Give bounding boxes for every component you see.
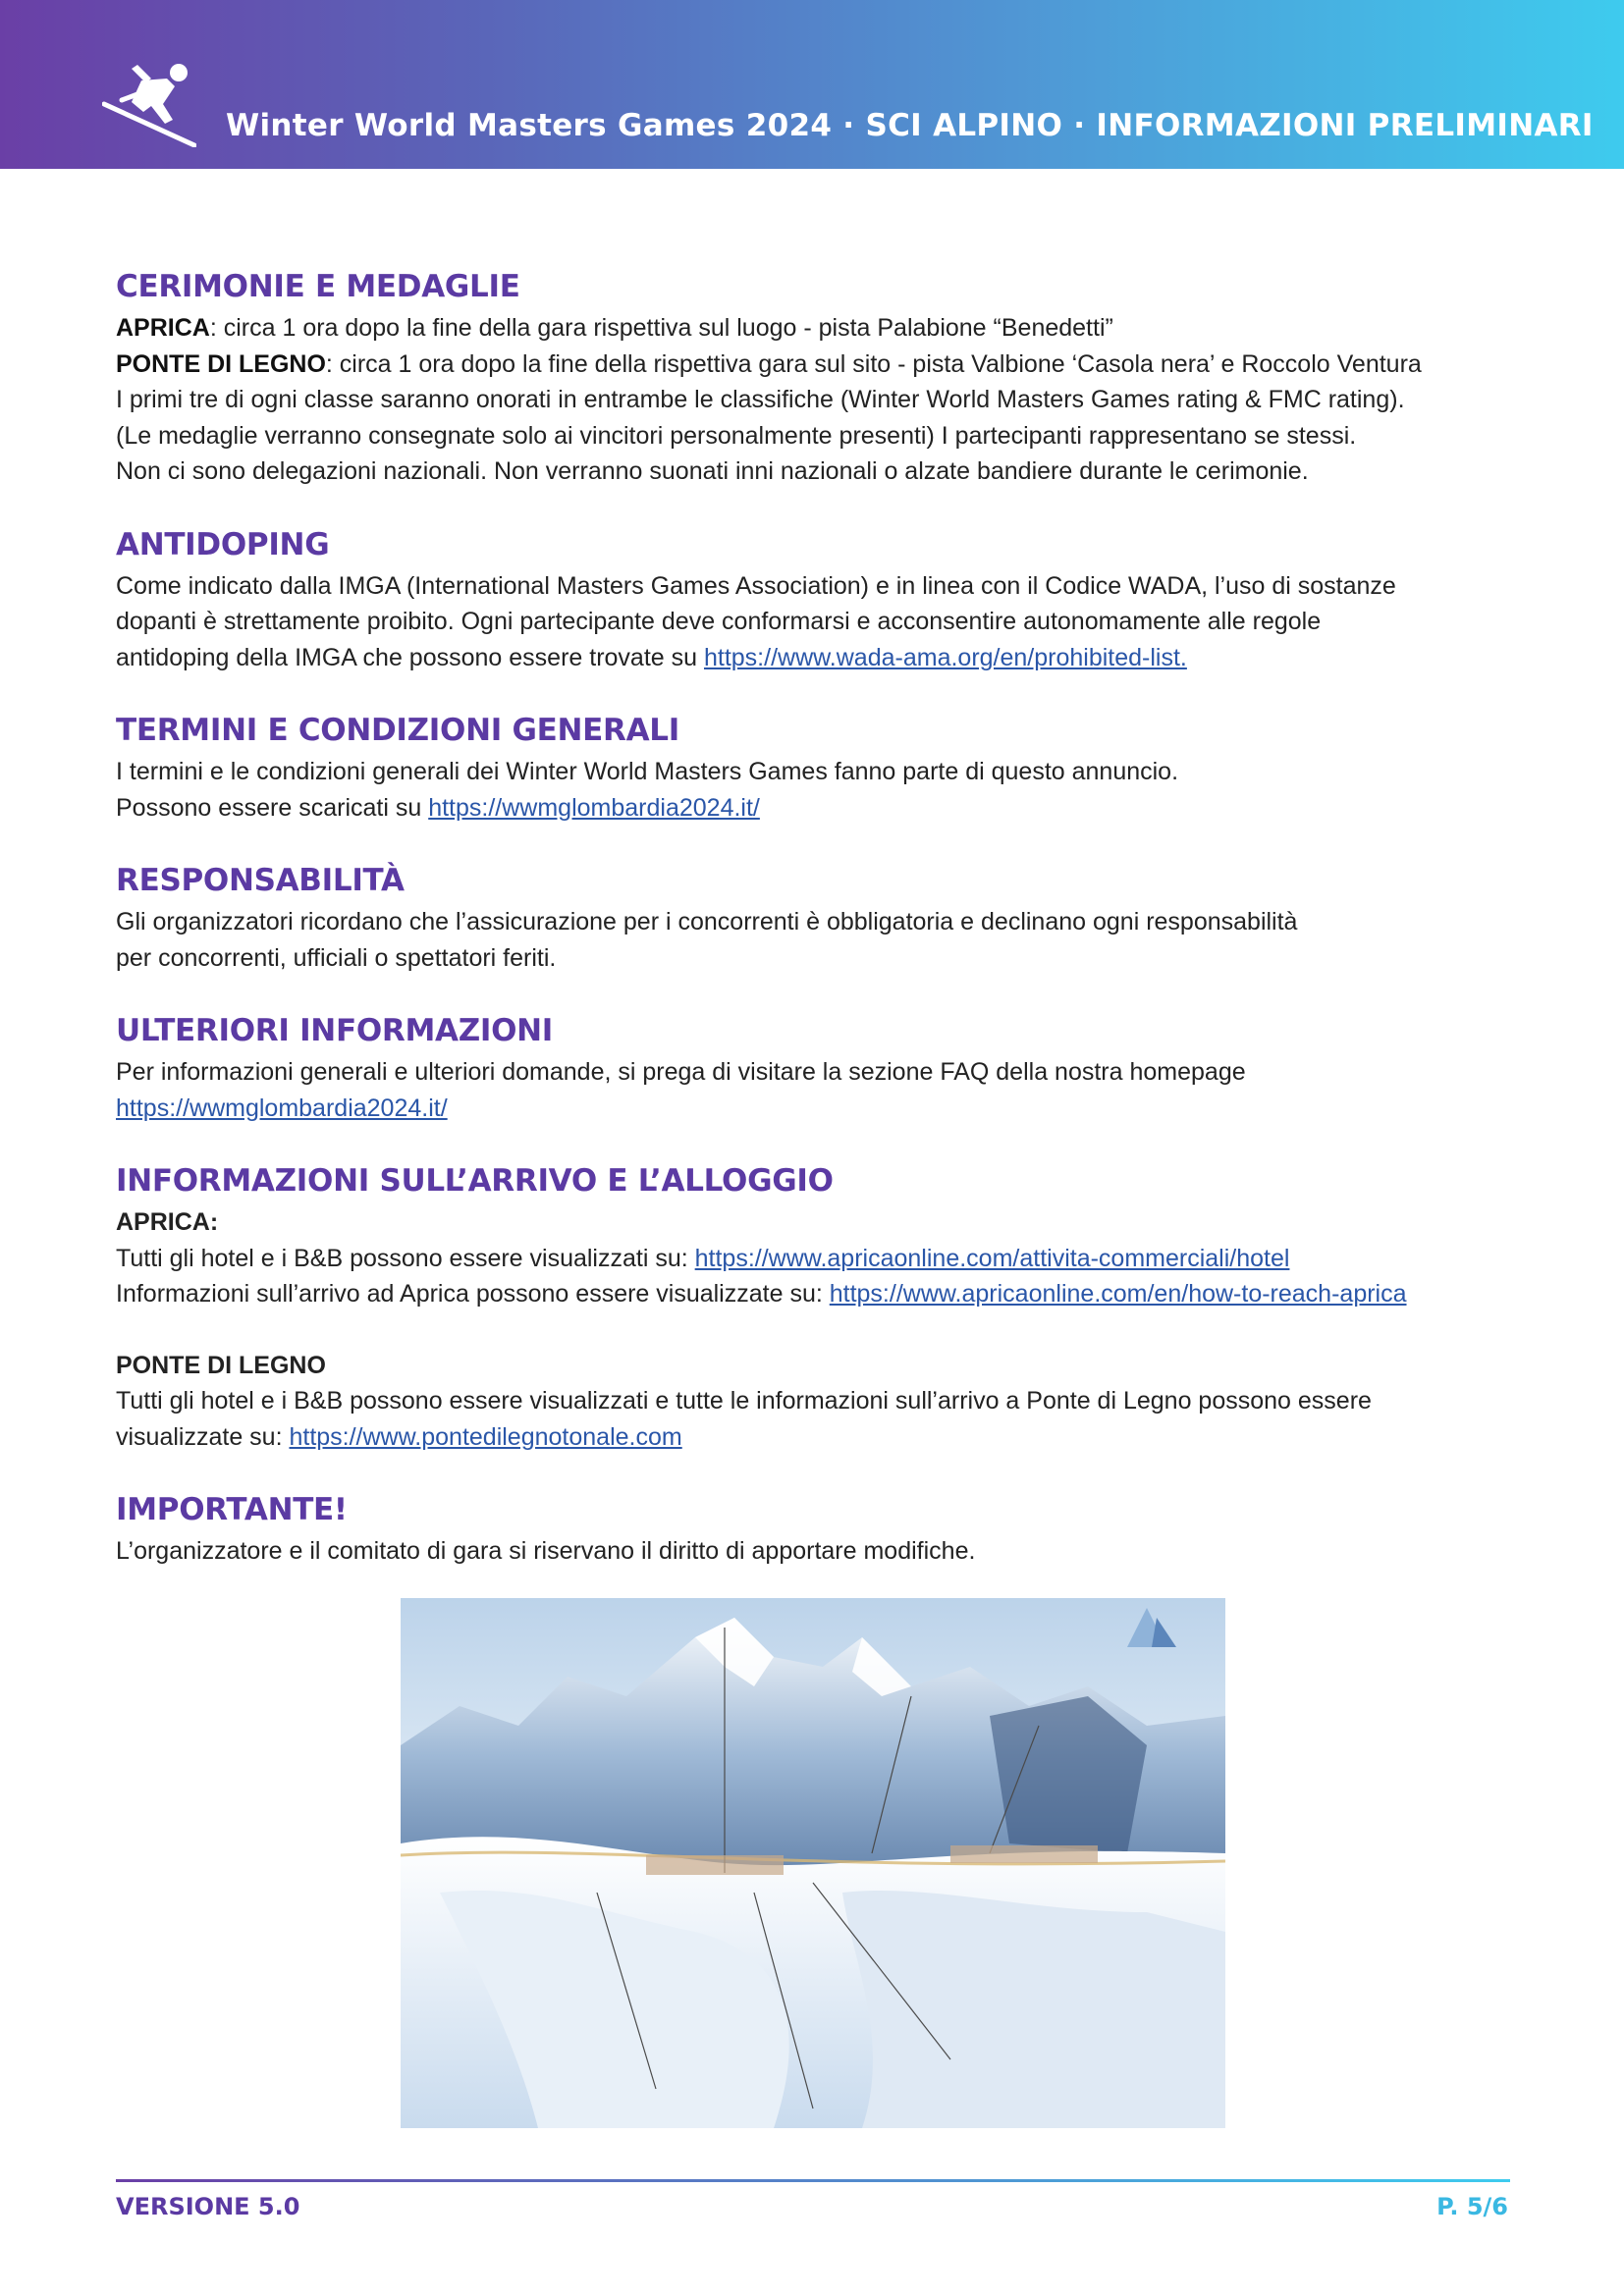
section-heading: CERIMONIE E MEDAGLIE xyxy=(116,269,520,304)
paragraph-line xyxy=(116,1091,1510,1127)
section-arrival xyxy=(116,1161,1510,1455)
paragraph-line xyxy=(116,310,1510,347)
paragraph-line xyxy=(116,347,1510,383)
paragraph-line xyxy=(116,640,1510,676)
paragraph-line: Non ci sono delegazioni nazionali. Non verranno suonati inni nazionali o alzate bandiere durante le cerimonie. xyxy=(116,457,1309,485)
location-label: PONTE DI LEGNO xyxy=(116,349,326,378)
text: Tutti gli hotel e i B&B possono essere visualizzati su: xyxy=(116,1244,695,1272)
spacer xyxy=(116,1312,1510,1348)
paragraph-line: L’organizzatore e il comitato di gara si riservano il diritto di apportare modifiche. xyxy=(116,1537,976,1565)
paragraph-line xyxy=(116,1419,1510,1456)
section-heading: ULTERIORI INFORMAZIONI xyxy=(116,1013,554,1048)
paragraph-line: (Le medaglie verranno consegnate solo ai vincitori personalmente presenti) I partecipanti rappresentano se stessi. xyxy=(116,421,1357,450)
paragraph-line: Come indicato dalla IMGA (International Masters Games Association) e in linea con il Codice WADA, l’uso di sostanze xyxy=(116,571,1396,600)
subheading-aprica: APRICA: xyxy=(116,1208,219,1236)
section-heading: TERMINI E CONDIZIONI GENERALI xyxy=(116,713,679,748)
skier-icon xyxy=(102,61,196,147)
paragraph-line xyxy=(116,1276,1510,1312)
section-ceremonies xyxy=(116,267,1510,490)
paragraph-line: Per informazioni generali e ulteriori domande, si prega di visitare la sezione FAQ della nostra homepage xyxy=(116,1058,1246,1086)
footer-divider xyxy=(116,2179,1510,2182)
text: visualizzate su: xyxy=(116,1422,290,1451)
text: Possono essere scaricati su xyxy=(116,793,429,822)
aprica-hotel-link[interactable]: https://www.apricaonline.com/attivita-commerciali/hotel xyxy=(694,1244,1290,1272)
wada-link[interactable]: https://www.wada-ama.org/en/prohibited-list. xyxy=(703,643,1187,671)
paragraph-line: I primi tre di ogni classe saranno onorati in entrambe le classifiche (Winter World Masters Games rating & FMC rating). xyxy=(116,386,1405,413)
section-heading: IMPORTANTE! xyxy=(116,1492,348,1527)
wwmg-link[interactable]: https://wwmglombardia2024.it/ xyxy=(428,793,760,822)
section-important xyxy=(116,1490,1510,1570)
page-number: P. 5/6 xyxy=(1436,2193,1508,2220)
section-antidoping xyxy=(116,525,1510,676)
ski-map-illustration xyxy=(401,1598,1225,2128)
text: : circa 1 ora dopo la fine della gara rispettiva sul luogo - pista Palabione “Benedetti” xyxy=(209,314,1113,342)
text: antidoping della IMGA che possono essere trovate su xyxy=(116,643,704,671)
paragraph-line: per concorrenti, ufficiali o spettatori feriti. xyxy=(116,943,557,972)
paragraph-line xyxy=(116,1241,1510,1277)
paragraph-line: Gli organizzatori ricordano che l’assicurazione per i concorrenti è obbligatoria e declinano ogni responsabilità xyxy=(116,908,1298,935)
homepage-link[interactable]: https://wwmglombardia2024.it/ xyxy=(116,1094,448,1122)
text: Informazioni sull’arrivo ad Aprica possono essere visualizzate su: xyxy=(116,1280,830,1308)
aprica-reach-link[interactable]: https://www.apricaonline.com/en/how-to-reach-aprica xyxy=(829,1280,1407,1308)
paragraph-line xyxy=(116,790,1510,827)
section-terms xyxy=(116,711,1510,826)
section-liability xyxy=(116,861,1510,976)
section-heading: RESPONSABILITÀ xyxy=(116,863,405,898)
page-header xyxy=(0,0,1624,169)
text: : circa 1 ora dopo la fine della rispettiva gara sul sito - pista Valbione ‘Casola nera’ e Roccolo Ventura xyxy=(325,349,1422,378)
ski-map-drawing xyxy=(401,1598,1225,2128)
paragraph-line: dopanti è strettamente proibito. Ogni partecipante deve conformarsi e acconsentire autonomamente alle regole xyxy=(116,608,1322,635)
section-heading: ANTIDOPING xyxy=(116,526,330,562)
ponte-link[interactable]: https://www.pontedilegnotonale.com xyxy=(289,1422,682,1451)
location-label: APRICA xyxy=(116,314,210,342)
version-label: VERSIONE 5.0 xyxy=(116,2193,300,2220)
subheading-ponte: PONTE DI LEGNO xyxy=(116,1351,326,1379)
header-title: Winter World Masters Games 2024 · SCI ALPINO · INFORMAZIONI PRELIMINARI xyxy=(226,108,1594,143)
section-more-info xyxy=(116,1011,1510,1126)
section-heading: INFORMAZIONI SULL’ARRIVO E L’ALLOGGIO xyxy=(116,1163,834,1199)
paragraph-line: Tutti gli hotel e i B&B possono essere visualizzati e tutte le informazioni sull’arrivo a Ponte di Legno possono essere xyxy=(116,1387,1372,1415)
main-content xyxy=(116,267,1510,1605)
paragraph-line: I termini e le condizioni generali dei Winter World Masters Games fanno parte di questo annuncio. xyxy=(116,758,1179,785)
